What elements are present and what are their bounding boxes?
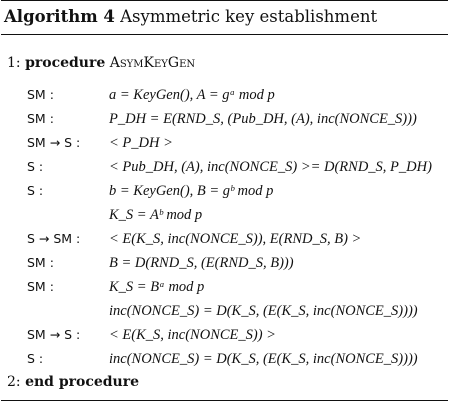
step-expression: K_S = Aᵇ mod p — [109, 207, 203, 223]
step-expression: P_DH = E(RND_S, (Pub_DH, (A), inc(NONCE_S))) — [109, 111, 417, 127]
protocol-step — [1, 159, 448, 181]
protocol-step — [1, 255, 448, 277]
step-expression: < P_DH > — [109, 135, 173, 151]
protocol-step — [1, 207, 448, 229]
algorithm-title: Asymmetric key establishment — [120, 7, 378, 26]
bottom-rule — [1, 400, 448, 401]
step-actor: SM → S : — [27, 327, 81, 342]
step-expression: a = KeyGen(), A = gᵃ mod p — [109, 87, 275, 103]
step-expression: inc(NONCE_S) = D(K_S, (E(K_S, inc(NONCE_S)))) — [109, 303, 418, 319]
procedure-end-line — [7, 374, 139, 390]
step-actor: S : — [27, 351, 44, 366]
line-number: 2: — [7, 374, 21, 390]
step-expression: < Pub_DH, (A), inc(NONCE_S) >= D(RND_S, P_DH) — [109, 159, 432, 175]
algorithm-label: Algorithm 4 — [4, 7, 115, 26]
step-expression: K_S = Bᵃ mod p — [109, 279, 205, 295]
protocol-step — [1, 183, 448, 205]
step-actor: SM : — [27, 255, 54, 270]
procedure-keyword: procedure — [25, 55, 106, 71]
protocol-step — [1, 279, 448, 301]
step-actor: SM → S : — [27, 135, 81, 150]
line-number: 1: — [7, 55, 21, 71]
step-actor: SM : — [27, 87, 54, 102]
step-expression: b = KeyGen(), B = gᵇ mod p — [109, 183, 274, 199]
protocol-step — [1, 303, 448, 325]
algorithm-box — [1, 0, 448, 402]
protocol-step — [1, 327, 448, 349]
algorithm-caption — [4, 7, 377, 26]
protocol-step — [1, 231, 448, 253]
step-actor: SM : — [27, 111, 54, 126]
protocol-step — [1, 87, 448, 109]
top-rule — [1, 0, 448, 1]
step-actor: S : — [27, 183, 44, 198]
step-expression: B = D(RND_S, (E(RND_S, B))) — [109, 255, 294, 271]
caption-rule — [1, 34, 448, 35]
procedure-name: AsymKeyGen — [109, 55, 196, 71]
protocol-step — [1, 135, 448, 157]
step-actor: S → SM : — [27, 231, 81, 246]
step-expression: < E(K_S, inc(NONCE_S)), E(RND_S, B) > — [109, 231, 362, 247]
step-actor: S : — [27, 159, 44, 174]
step-expression: inc(NONCE_S) = D(K_S, (E(K_S, inc(NONCE_S)))) — [109, 351, 418, 367]
protocol-step — [1, 351, 448, 373]
protocol-step — [1, 111, 448, 133]
end-procedure-keyword: end procedure — [25, 374, 140, 390]
step-actor: SM : — [27, 279, 54, 294]
step-expression: < E(K_S, inc(NONCE_S)) > — [109, 327, 276, 343]
procedure-start-line — [7, 55, 195, 71]
